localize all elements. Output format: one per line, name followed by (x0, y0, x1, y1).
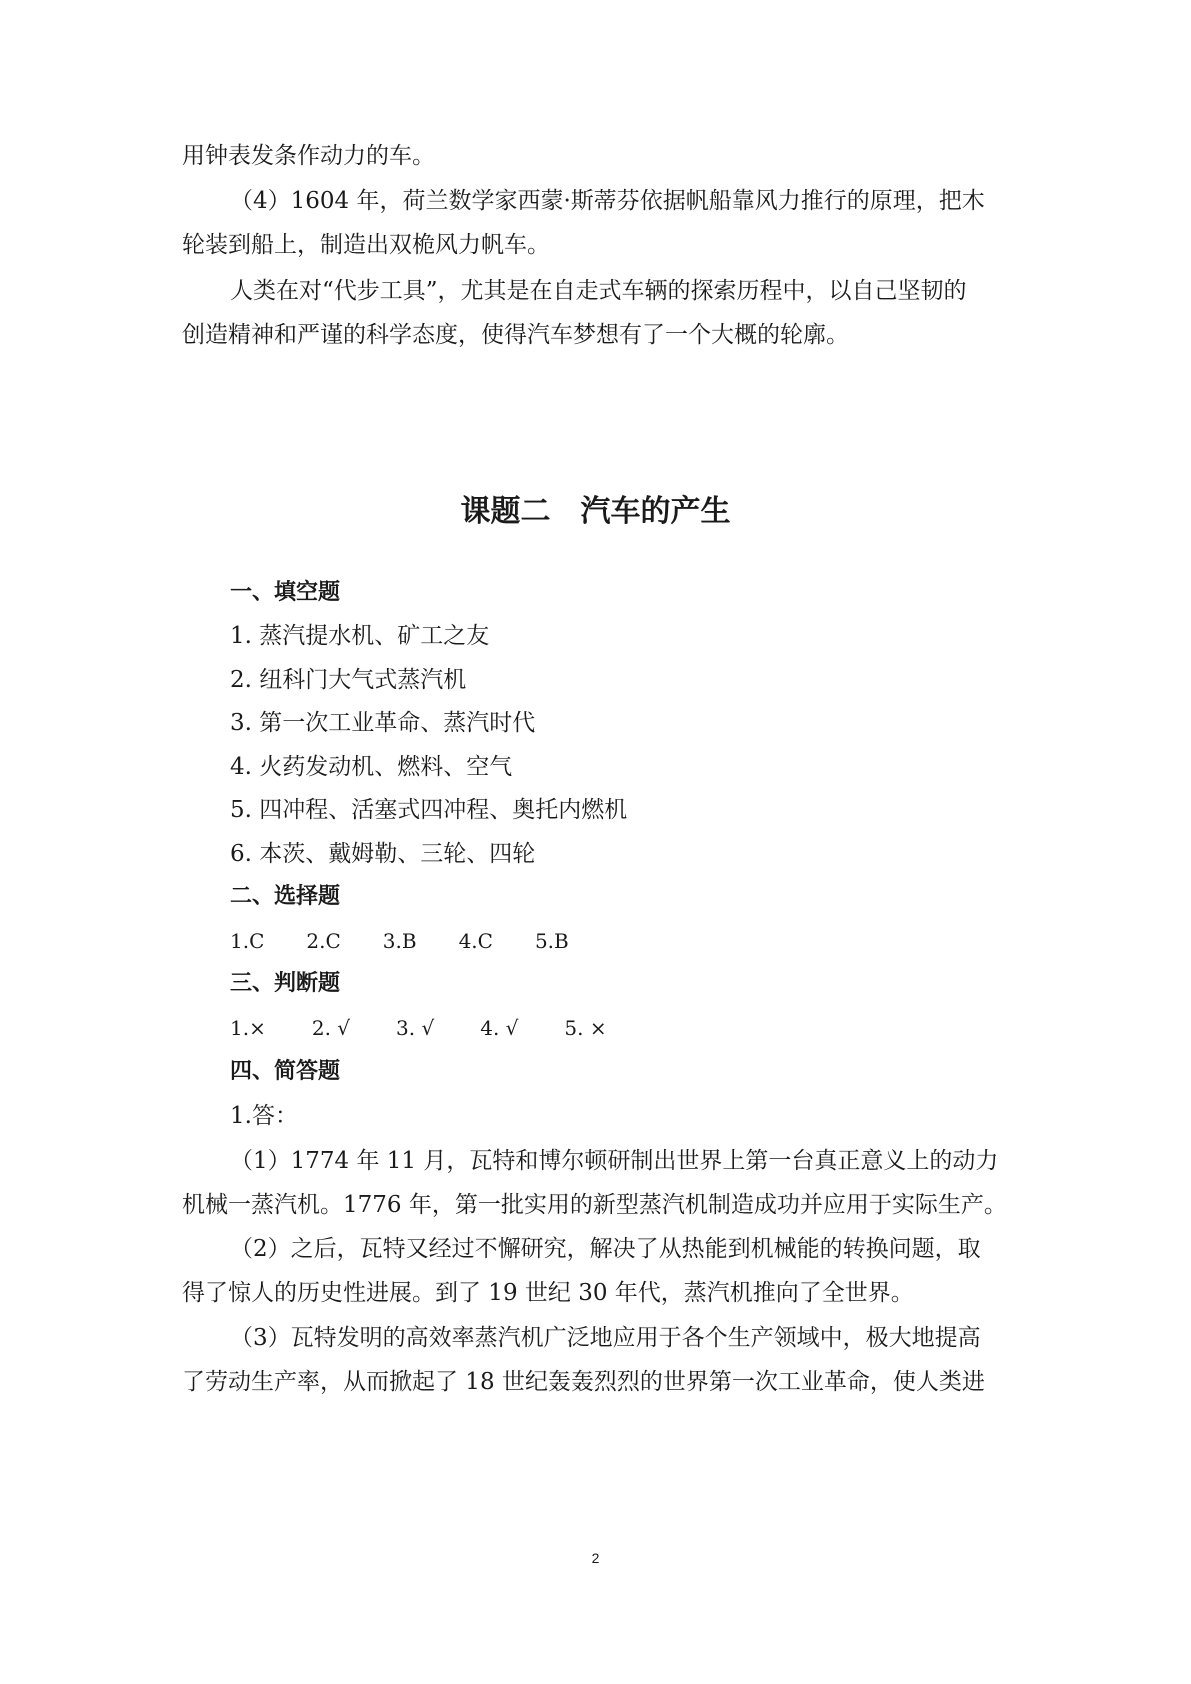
fill-blank-item: 5. 四冲程、活塞式四冲程、奥托内燃机 (230, 797, 628, 823)
fill-blank-item: 4. 火药发动机、燃料、空气 (230, 754, 513, 780)
answer-para-1-line-2: 机械一蒸汽机。1776 年，第一批实用的新型蒸汽机制造成功并应用于实际生产。 (182, 1192, 1007, 1218)
tf-answer: 2. √ (311, 1016, 351, 1040)
intro-item-4-line-2: 轮装到船上，制造出双桅风力帆车。 (182, 232, 550, 258)
page-number: 2 (591, 1550, 600, 1566)
multiple-choice-answers (230, 926, 611, 956)
answer-para-2-line-1: （2）之后，瓦特又经过不懈研究，解决了从热能到机械能的转换问题，取 (230, 1236, 981, 1262)
fill-blank-item: 3. 第一次工业革命、蒸汽时代 (230, 710, 536, 736)
fill-blank-item: 2. 纽科门大气式蒸汽机 (230, 667, 467, 693)
answer-para-3-line-2: 了劳动生产率，从而掀起了 18 世纪轰轰烈烈的世界第一次工业革命，使人类进 (182, 1369, 985, 1395)
tf-answer: 5. × (564, 1016, 607, 1040)
fill-blank-item: 6. 本茨、戴姆勒、三轮、四轮 (230, 841, 536, 867)
tf-answer: 3. √ (396, 1016, 435, 1040)
mc-answer: 1.C (230, 929, 265, 953)
fill-blank-item: 1. 蒸汽提水机、矿工之友 (230, 623, 490, 649)
summary-line-1: 人类在对“代步工具”，尤其是在自走式车辆的探索历程中，以自己坚韧的 (230, 278, 967, 304)
section-title: 课题二 汽车的产生 (460, 494, 731, 529)
mc-answer: 5.B (534, 929, 569, 953)
true-false-heading: 三、判断题 (230, 971, 341, 996)
true-false-answers (230, 1013, 653, 1043)
short-answer-q1-label: 1.答： (230, 1103, 298, 1129)
tf-answer: 1.× (230, 1016, 266, 1040)
fill-blank-heading: 一、填空题 (230, 580, 341, 605)
mc-answer: 3.B (382, 929, 417, 953)
tf-answer: 4. √ (480, 1016, 519, 1040)
multiple-choice-heading: 二、选择题 (230, 884, 341, 909)
answer-para-3-line-1: （3）瓦特发明的高效率蒸汽机广泛地应用于各个生产领域中，极大地提高 (230, 1325, 981, 1351)
answer-para-1-line-1: （1）1774 年 11 月，瓦特和博尔顿研制出世界上第一台真正意义上的动力 (230, 1148, 999, 1174)
mc-answer: 2.C (306, 929, 341, 953)
mc-answer: 4.C (458, 929, 493, 953)
answer-para-2-line-2: 得了惊人的历史性进展。到了 19 世纪 30 年代，蒸汽机推向了全世界。 (182, 1280, 914, 1306)
summary-line-2: 创造精神和严谨的科学态度，使得汽车梦想有了一个大概的轮廓。 (182, 322, 849, 348)
intro-item-4-line-1: （4）1604 年，荷兰数学家西蒙·斯蒂芬依据帆船靠风力推行的原理，把木 (230, 188, 985, 214)
intro-line-1: 用钟表发条作动力的车。 (182, 143, 435, 169)
short-answer-heading: 四、简答题 (230, 1059, 341, 1084)
